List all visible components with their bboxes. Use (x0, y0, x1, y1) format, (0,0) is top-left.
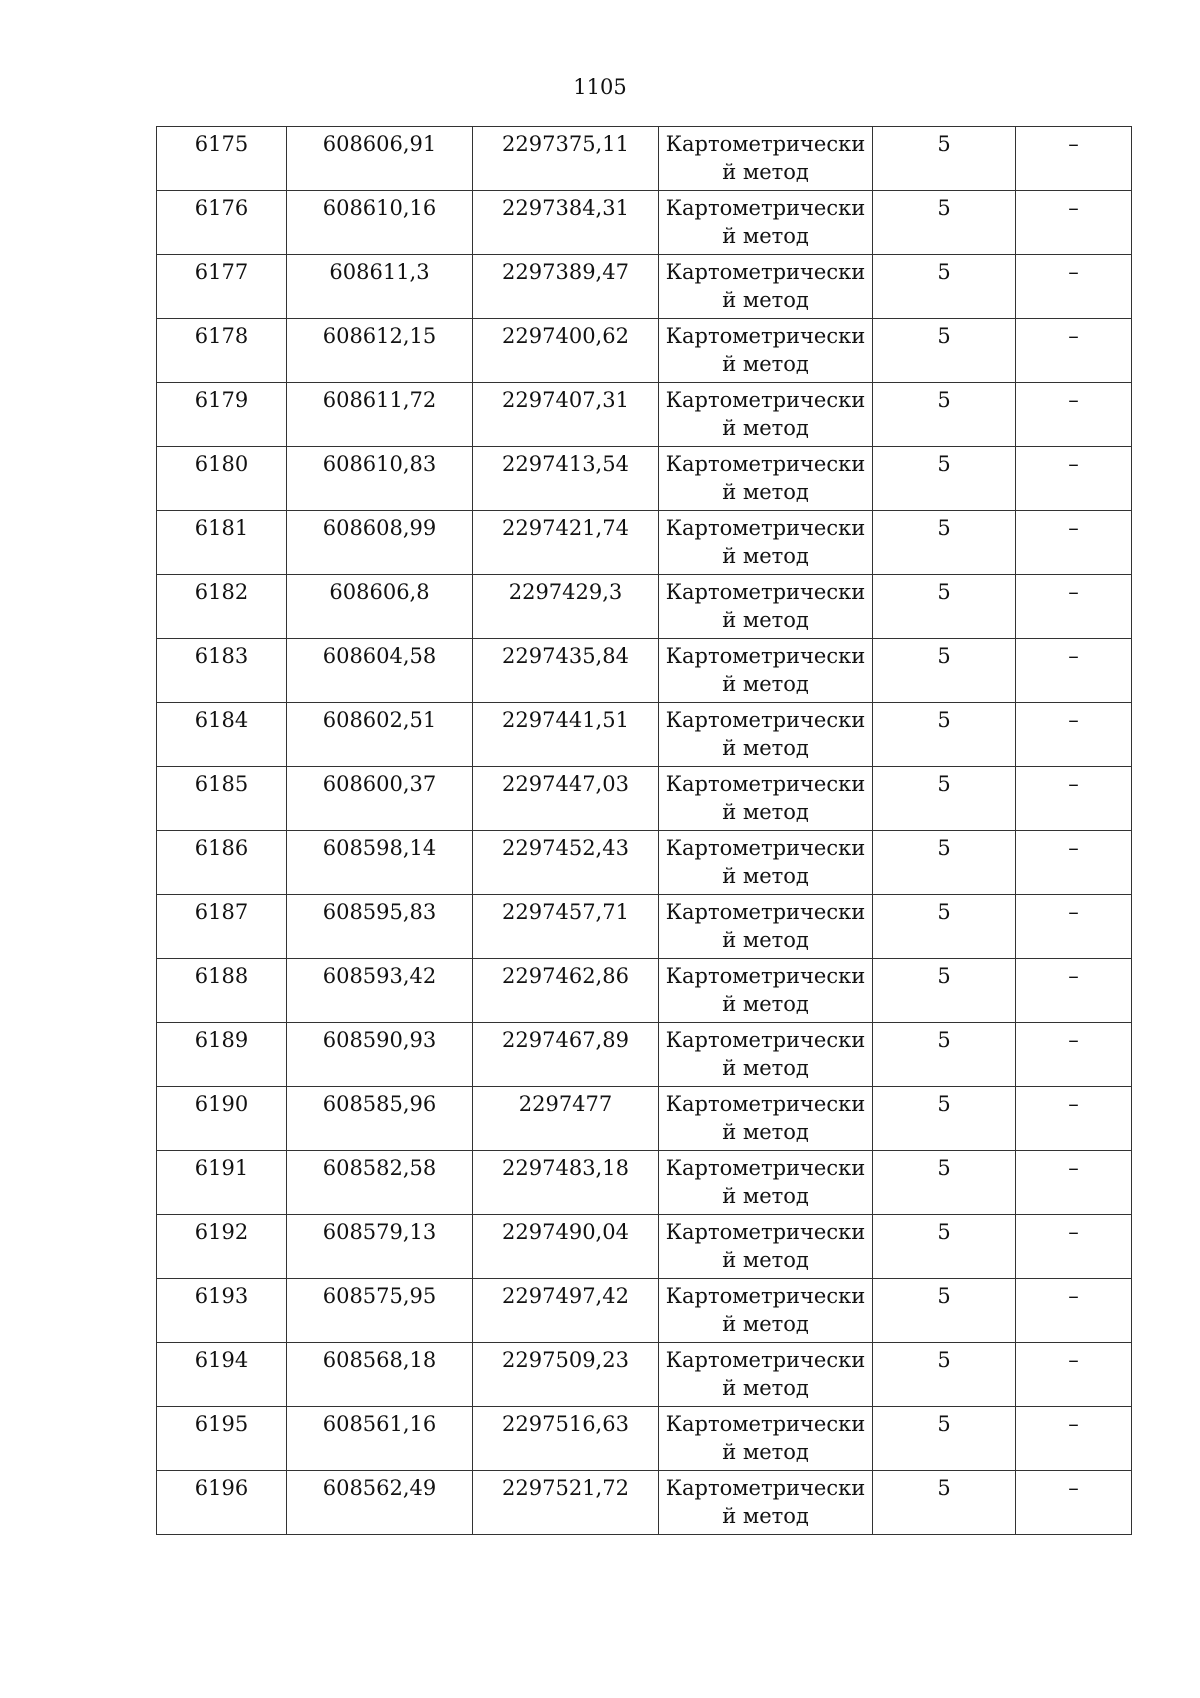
accuracy-cell: 5 (873, 1343, 1016, 1407)
accuracy-cell: 5 (873, 1471, 1016, 1535)
point-number-cell: 6175 (157, 127, 287, 191)
method-cell: Картометрически й метод (659, 575, 873, 639)
x-coordinate-cell: 608582,58 (287, 1151, 473, 1215)
y-coordinate-cell: 2297413,54 (473, 447, 659, 511)
table-row (157, 639, 1132, 703)
table-row (157, 447, 1132, 511)
coordinates-table (156, 126, 1132, 1535)
x-coordinate-cell: 608593,42 (287, 959, 473, 1023)
table-row (157, 191, 1132, 255)
x-coordinate-cell: 608612,15 (287, 319, 473, 383)
method-cell: Картометрически й метод (659, 1215, 873, 1279)
note-cell: – (1016, 127, 1132, 191)
accuracy-cell: 5 (873, 1151, 1016, 1215)
note-cell: – (1016, 383, 1132, 447)
x-coordinate-cell: 608595,83 (287, 895, 473, 959)
accuracy-cell: 5 (873, 1023, 1016, 1087)
point-number-cell: 6188 (157, 959, 287, 1023)
note-cell: – (1016, 1087, 1132, 1151)
table-row (157, 703, 1132, 767)
y-coordinate-cell: 2297389,47 (473, 255, 659, 319)
accuracy-cell: 5 (873, 767, 1016, 831)
table-row (157, 127, 1132, 191)
accuracy-cell: 5 (873, 575, 1016, 639)
point-number-cell: 6190 (157, 1087, 287, 1151)
accuracy-cell: 5 (873, 383, 1016, 447)
y-coordinate-cell: 2297509,23 (473, 1343, 659, 1407)
point-number-cell: 6185 (157, 767, 287, 831)
accuracy-cell: 5 (873, 959, 1016, 1023)
x-coordinate-cell: 608602,51 (287, 703, 473, 767)
y-coordinate-cell: 2297441,51 (473, 703, 659, 767)
x-coordinate-cell: 608585,96 (287, 1087, 473, 1151)
table-row (157, 575, 1132, 639)
note-cell: – (1016, 319, 1132, 383)
method-cell: Картометрически й метод (659, 959, 873, 1023)
note-cell: – (1016, 1471, 1132, 1535)
point-number-cell: 6189 (157, 1023, 287, 1087)
table-row (157, 831, 1132, 895)
accuracy-cell: 5 (873, 255, 1016, 319)
table-row (157, 255, 1132, 319)
note-cell: – (1016, 1215, 1132, 1279)
x-coordinate-cell: 608606,91 (287, 127, 473, 191)
note-cell: – (1016, 575, 1132, 639)
accuracy-cell: 5 (873, 127, 1016, 191)
point-number-cell: 6180 (157, 447, 287, 511)
method-cell: Картометрически й метод (659, 1151, 873, 1215)
y-coordinate-cell: 2297483,18 (473, 1151, 659, 1215)
y-coordinate-cell: 2297452,43 (473, 831, 659, 895)
note-cell: – (1016, 959, 1132, 1023)
table-row (157, 1407, 1132, 1471)
point-number-cell: 6176 (157, 191, 287, 255)
x-coordinate-cell: 608561,16 (287, 1407, 473, 1471)
accuracy-cell: 5 (873, 831, 1016, 895)
method-cell: Картометрически й метод (659, 255, 873, 319)
accuracy-cell: 5 (873, 1215, 1016, 1279)
method-cell: Картометрически й метод (659, 639, 873, 703)
table-body (157, 127, 1132, 1535)
method-cell: Картометрически й метод (659, 511, 873, 575)
point-number-cell: 6181 (157, 511, 287, 575)
note-cell: – (1016, 767, 1132, 831)
method-cell: Картометрически й метод (659, 1279, 873, 1343)
point-number-cell: 6177 (157, 255, 287, 319)
page-number: 1105 (573, 75, 627, 99)
x-coordinate-cell: 608562,49 (287, 1471, 473, 1535)
y-coordinate-cell: 2297467,89 (473, 1023, 659, 1087)
y-coordinate-cell: 2297447,03 (473, 767, 659, 831)
method-cell: Картометрически й метод (659, 1471, 873, 1535)
y-coordinate-cell: 2297490,04 (473, 1215, 659, 1279)
accuracy-cell: 5 (873, 639, 1016, 703)
note-cell: – (1016, 255, 1132, 319)
point-number-cell: 6192 (157, 1215, 287, 1279)
x-coordinate-cell: 608598,14 (287, 831, 473, 895)
x-coordinate-cell: 608610,83 (287, 447, 473, 511)
y-coordinate-cell: 2297521,72 (473, 1471, 659, 1535)
y-coordinate-cell: 2297462,86 (473, 959, 659, 1023)
x-coordinate-cell: 608600,37 (287, 767, 473, 831)
x-coordinate-cell: 608579,13 (287, 1215, 473, 1279)
y-coordinate-cell: 2297457,71 (473, 895, 659, 959)
point-number-cell: 6182 (157, 575, 287, 639)
y-coordinate-cell: 2297435,84 (473, 639, 659, 703)
method-cell: Картометрически й метод (659, 127, 873, 191)
point-number-cell: 6186 (157, 831, 287, 895)
point-number-cell: 6183 (157, 639, 287, 703)
accuracy-cell: 5 (873, 447, 1016, 511)
accuracy-cell: 5 (873, 319, 1016, 383)
point-number-cell: 6184 (157, 703, 287, 767)
accuracy-cell: 5 (873, 1087, 1016, 1151)
method-cell: Картометрически й метод (659, 703, 873, 767)
note-cell: – (1016, 703, 1132, 767)
x-coordinate-cell: 608604,58 (287, 639, 473, 703)
accuracy-cell: 5 (873, 895, 1016, 959)
point-number-cell: 6194 (157, 1343, 287, 1407)
note-cell: – (1016, 1023, 1132, 1087)
method-cell: Картометрически й метод (659, 1343, 873, 1407)
note-cell: – (1016, 511, 1132, 575)
note-cell: – (1016, 639, 1132, 703)
x-coordinate-cell: 608606,8 (287, 575, 473, 639)
point-number-cell: 6191 (157, 1151, 287, 1215)
y-coordinate-cell: 2297384,31 (473, 191, 659, 255)
point-number-cell: 6195 (157, 1407, 287, 1471)
point-number-cell: 6187 (157, 895, 287, 959)
table-row (157, 895, 1132, 959)
y-coordinate-cell: 2297429,3 (473, 575, 659, 639)
note-cell: – (1016, 831, 1132, 895)
x-coordinate-cell: 608575,95 (287, 1279, 473, 1343)
method-cell: Картометрически й метод (659, 1087, 873, 1151)
x-coordinate-cell: 608568,18 (287, 1343, 473, 1407)
note-cell: – (1016, 1407, 1132, 1471)
y-coordinate-cell: 2297497,42 (473, 1279, 659, 1343)
note-cell: – (1016, 895, 1132, 959)
note-cell: – (1016, 447, 1132, 511)
method-cell: Картометрически й метод (659, 767, 873, 831)
note-cell: – (1016, 191, 1132, 255)
accuracy-cell: 5 (873, 1407, 1016, 1471)
accuracy-cell: 5 (873, 191, 1016, 255)
x-coordinate-cell: 608610,16 (287, 191, 473, 255)
table-row (157, 1279, 1132, 1343)
accuracy-cell: 5 (873, 703, 1016, 767)
point-number-cell: 6196 (157, 1471, 287, 1535)
method-cell: Картометрически й метод (659, 319, 873, 383)
method-cell: Картометрически й метод (659, 191, 873, 255)
y-coordinate-cell: 2297400,62 (473, 319, 659, 383)
method-cell: Картометрически й метод (659, 1023, 873, 1087)
method-cell: Картометрически й метод (659, 1407, 873, 1471)
table-row (157, 1471, 1132, 1535)
table-row (157, 1343, 1132, 1407)
table-row (157, 319, 1132, 383)
x-coordinate-cell: 608590,93 (287, 1023, 473, 1087)
method-cell: Картометрически й метод (659, 383, 873, 447)
table-row (157, 959, 1132, 1023)
point-number-cell: 6179 (157, 383, 287, 447)
note-cell: – (1016, 1343, 1132, 1407)
accuracy-cell: 5 (873, 511, 1016, 575)
x-coordinate-cell: 608611,3 (287, 255, 473, 319)
accuracy-cell: 5 (873, 1279, 1016, 1343)
y-coordinate-cell: 2297477 (473, 1087, 659, 1151)
method-cell: Картометрически й метод (659, 447, 873, 511)
x-coordinate-cell: 608608,99 (287, 511, 473, 575)
table-row (157, 767, 1132, 831)
y-coordinate-cell: 2297407,31 (473, 383, 659, 447)
method-cell: Картометрически й метод (659, 895, 873, 959)
note-cell: – (1016, 1279, 1132, 1343)
method-cell: Картометрически й метод (659, 831, 873, 895)
point-number-cell: 6193 (157, 1279, 287, 1343)
y-coordinate-cell: 2297421,74 (473, 511, 659, 575)
table-row (157, 511, 1132, 575)
table-row (157, 1215, 1132, 1279)
note-cell: – (1016, 1151, 1132, 1215)
point-number-cell: 6178 (157, 319, 287, 383)
table-row (157, 383, 1132, 447)
table-row (157, 1023, 1132, 1087)
x-coordinate-cell: 608611,72 (287, 383, 473, 447)
y-coordinate-cell: 2297375,11 (473, 127, 659, 191)
table-row (157, 1087, 1132, 1151)
table-row (157, 1151, 1132, 1215)
y-coordinate-cell: 2297516,63 (473, 1407, 659, 1471)
